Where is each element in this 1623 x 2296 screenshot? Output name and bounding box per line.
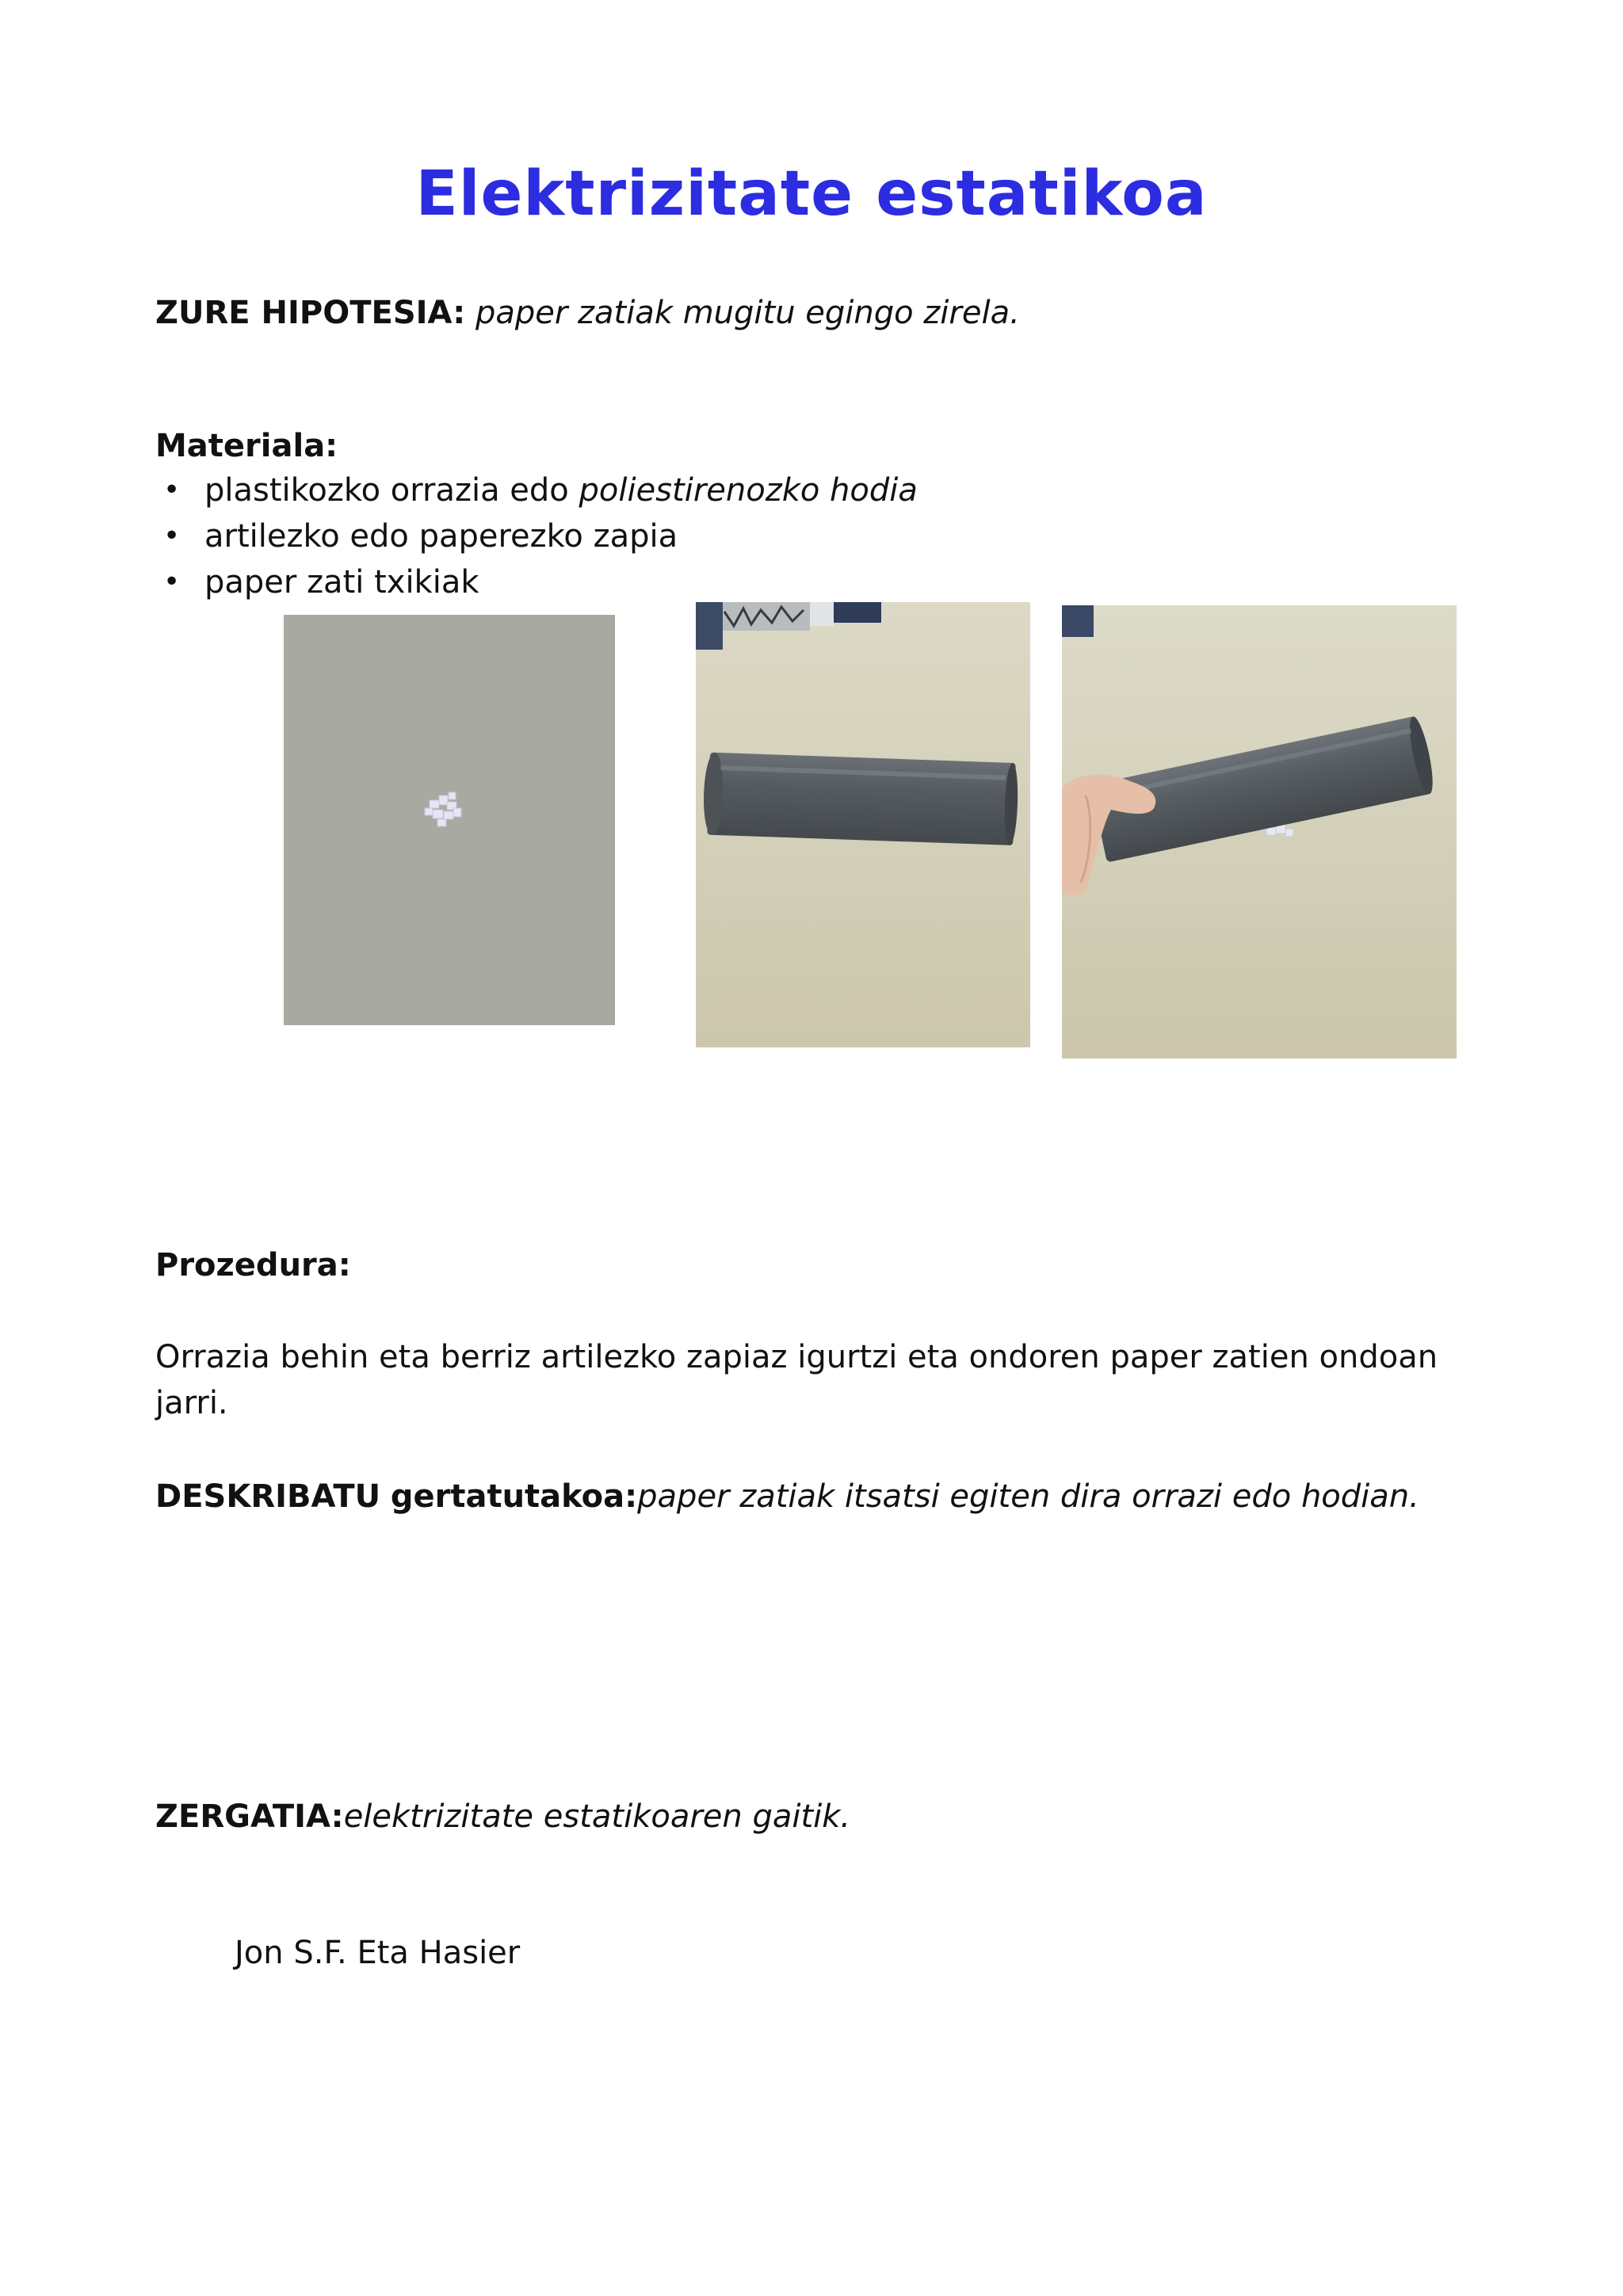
bullet-icon: • [163,474,181,506]
reason-label: ZERGATIA: [155,1798,344,1835]
pipe-icon [696,602,1030,1047]
hypothesis-line [155,290,1020,336]
procedure-text [155,1334,1471,1426]
list-item [155,559,918,605]
reason-text: elektrizitate estatikoaren gaitik. [343,1798,851,1835]
procedure-line-2: jarri. [155,1385,228,1421]
page-title: Elektrizitate estatikoa [415,158,1208,230]
description-line [155,1474,1419,1520]
list-item [155,467,918,513]
procedure-label: Prozedura: [155,1247,351,1283]
hypothesis-label: ZURE HIPOTESIA: [155,295,466,331]
hypothesis-text: paper zatiak mugitu egingo zirela. [475,295,1020,331]
materials-label: Materiala: [155,428,338,464]
hand-pipe-icon [1062,605,1457,1058]
list-item [155,513,918,559]
description-label-part2: gertatutakoa: [390,1478,638,1515]
material-text-italic: poliestirenozko hodia [579,472,918,509]
photo-hand-pipe [1062,605,1457,1058]
photo-pipe [696,602,1030,1047]
procedure-line-1: Orrazia behin eta berriz artilezko zapiaz igurtzi eta ondoren paper zatien ondoan [155,1339,1438,1375]
description-text: paper zatiak itsatsi egiten dira orrazi edo hodian. [637,1478,1419,1515]
authors: Jon S.F. Eta Hasier [235,1935,521,1971]
description-label-part1: DESKRIBATU [155,1478,381,1515]
reason-line [155,1794,850,1840]
bullet-icon: • [163,566,181,598]
material-text: paper zati txikiak [204,564,479,601]
photo-paper-bits [284,615,615,1025]
material-text: plastikozko orrazia edo [204,472,579,509]
materials-list [155,467,918,605]
material-text: artilezko edo paperezko zapia [204,518,678,555]
bullet-icon: • [163,520,181,552]
paper-bits-icon [284,615,615,1025]
